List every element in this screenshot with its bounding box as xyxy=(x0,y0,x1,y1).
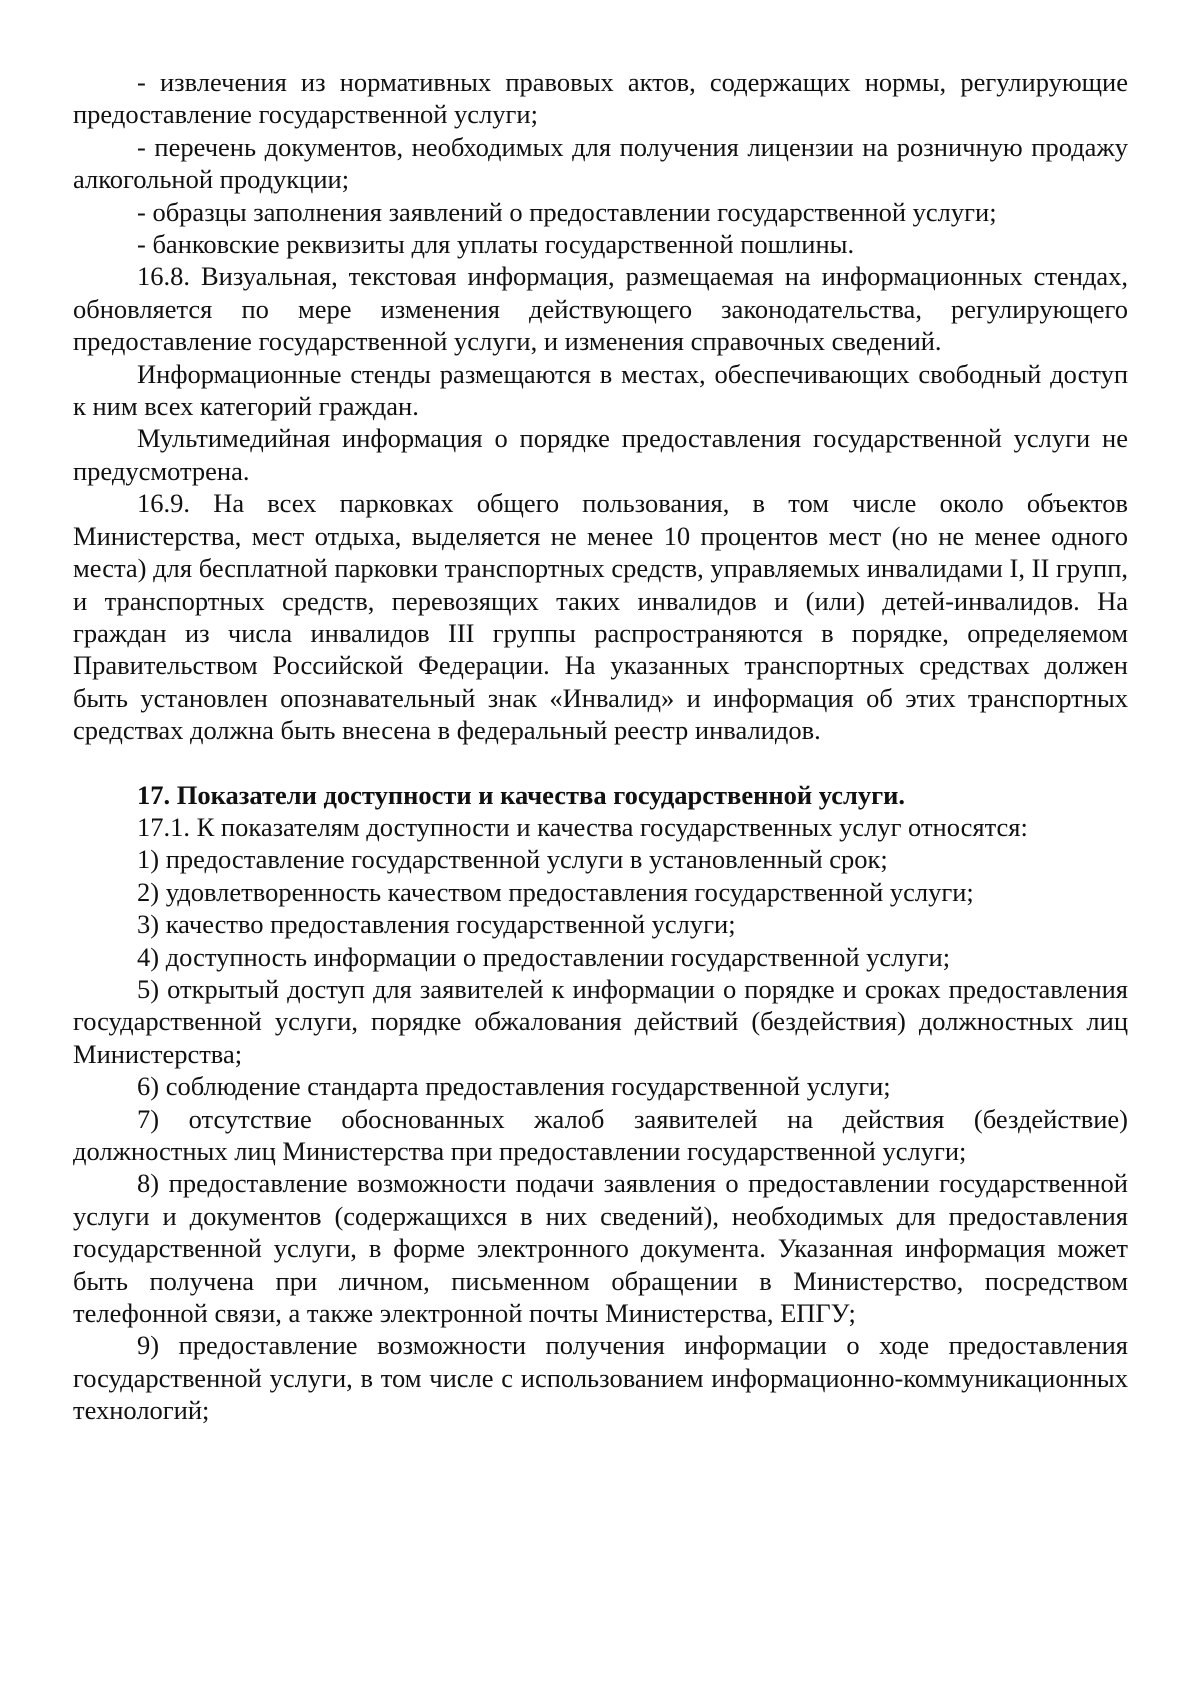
list-item-7: 7) отсутствие обоснованных жалоб заявителей на действия (бездействие) должностных лиц Министерства при предоставлении государственной услуги; xyxy=(73,1103,1128,1166)
paragraph-multimedia: Мультимедийная информация о порядке предоставления государственной услуги не предусмотрена. xyxy=(73,423,1128,486)
list-item-8: 8) предоставление возможности подачи заявления о предоставлении государственной услуги и документов (содержащихся в них сведений), необходимых для предоставления государственной услуги, в форме электронного документа. Указанная информация может быть получена при личном, письменном обращении в Министерство, посредством телефонной связи, а также электронной почты Министерства, ЕПГУ; xyxy=(73,1168,1128,1329)
paragraph-16-8: 16.8. Визуальная, текстовая информация, размещаемая на информационных стендах, обновляется по мере изменения действующего законодательства, регулирующего предоставление государственной услуги, и изменения справочных сведений. xyxy=(73,261,1128,357)
paragraph-16-9: 16.9. На всех парковках общего пользования, в том числе около объектов Министерства, мест отдыха, выделяется не менее 10 процентов мест (но не менее одного места) для бесплатной парковки транспортных средств, управляемых инвалидами I, II групп, и транспортных средств, перевозящих таких инвалидов и (или) детей-инвалидов. На граждан из числа инвалидов III группы распространяются в порядке, определяемом Правительством Российской Федерации. На указанных транспортных средствах должен быть установлен опознавательный знак «Инвалид» и информация об этих транспортных средствах должна быть внесена в федеральный реестр инвалидов. xyxy=(73,488,1128,746)
list-item-application-samples: - образцы заполнения заявлений о предоставлении государственной услуги; xyxy=(137,196,997,227)
paragraph-17-1: 17.1. К показателям доступности и качества государственных услуг относятся: xyxy=(137,811,1028,842)
list-item-6: 6) соблюдение стандарта предоставления государственной услуги; xyxy=(137,1071,891,1102)
section-heading-17: 17. Показатели доступности и качества государственной услуги. xyxy=(137,779,906,810)
list-item-bank-details: - банковские реквизиты для уплаты государственной пошлины. xyxy=(137,229,855,260)
list-item-9: 9) предоставление возможности получения информации о ходе предоставления государственной услуги, в том числе с использованием информационно-коммуникационных технологий; xyxy=(73,1330,1128,1426)
paragraph-info-stands: Информационные стенды размещаются в местах, обеспечивающих свободный доступ к ним всех категорий граждан. xyxy=(73,358,1128,422)
list-item-2: 2) удовлетворенность качеством предоставления государственной услуги; xyxy=(137,876,974,907)
document-body xyxy=(73,66,1128,1427)
list-item-5: 5) открытый доступ для заявителей к информации о порядке и сроках предоставления государственной услуги, порядке обжалования действий (бездействия) должностных лиц Министерства; xyxy=(73,973,1128,1069)
list-item-1: 1) предоставление государственной услуги в установленный срок; xyxy=(137,844,888,875)
list-item-3: 3) качество предоставления государственной услуги; xyxy=(137,909,736,940)
list-item-4: 4) доступность информации о предоставлении государственной услуги; xyxy=(137,941,951,972)
list-item-extracts: - извлечения из нормативных правовых актов, содержащих нормы, регулирующие предоставление государственной услуги; xyxy=(73,67,1128,130)
list-item-documents-list: - перечень документов, необходимых для получения лицензии на розничную продажу алкогольной продукции; xyxy=(73,131,1128,195)
